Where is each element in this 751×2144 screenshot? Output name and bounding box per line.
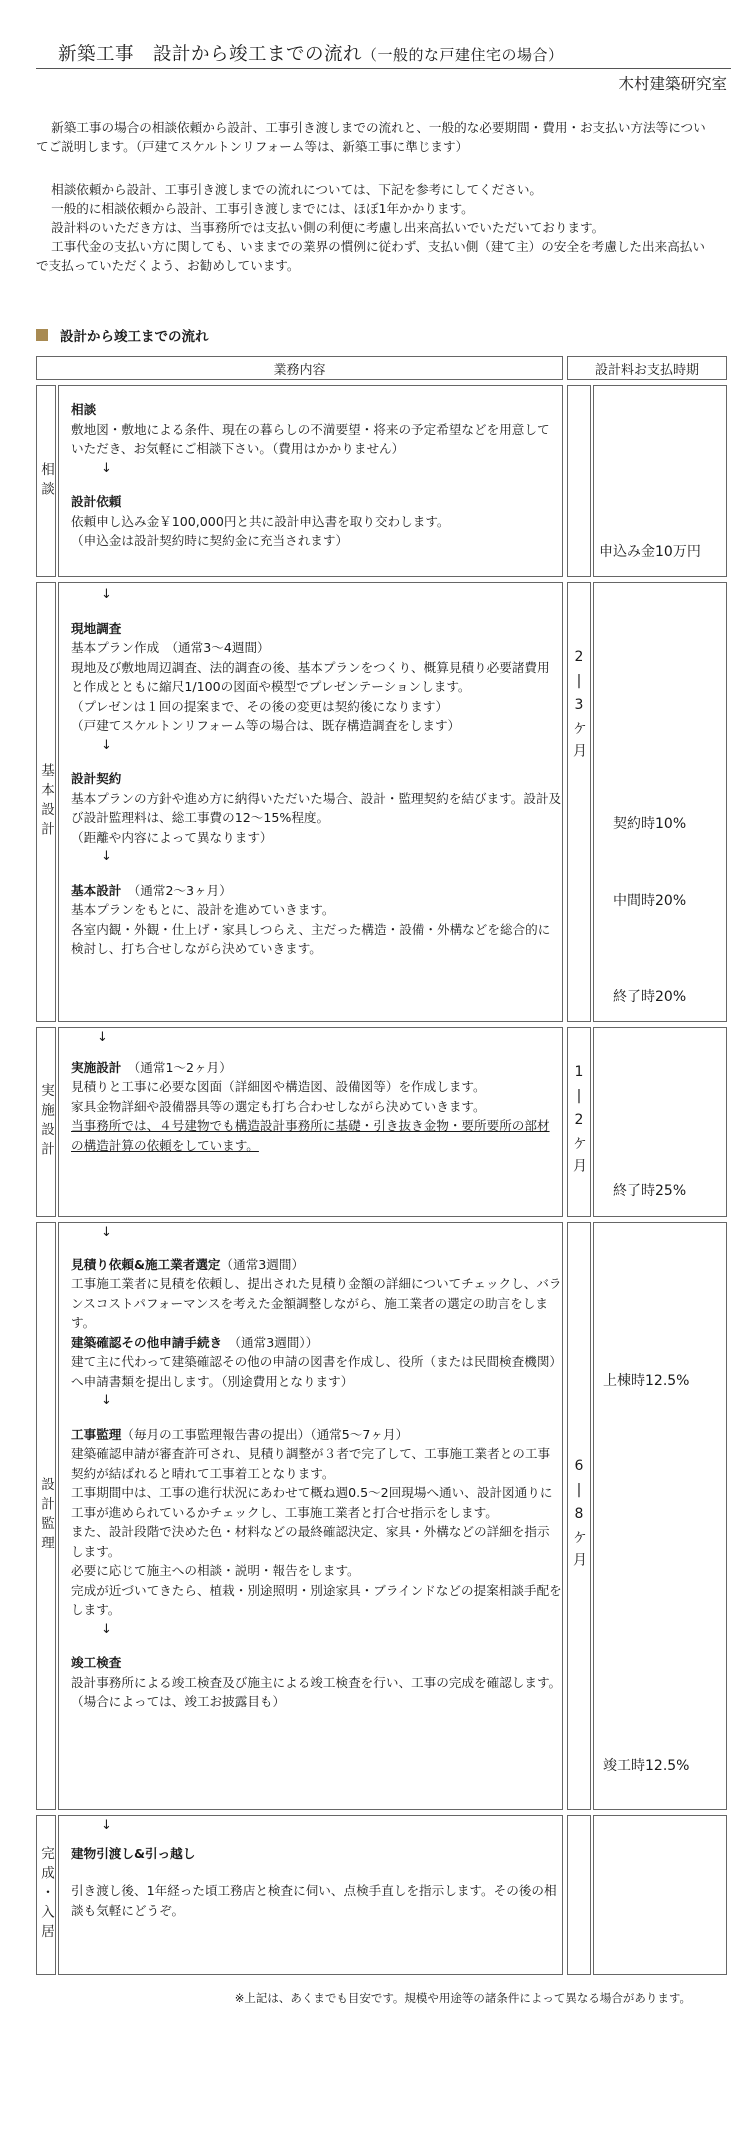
- payment-cell-basic: [593, 582, 727, 1022]
- step-text: 建築確認申請が審査許可され、見積り調整が３者で完了して、工事施工業者との工事契約が結ばれると晴れて工事着工となります。 工事期間中は、工事の進行状況にあわせて概ね週0.5〜2回現場へ通い、設計図通りに工事が進められているかチェックし、工事施工業者と打合せ指示をします。 また、設計段階で決めた色・材料などの最終確認決定、家具・外構などの詳細を指示します。 必要に応じて施主への相談・説明・報告をします。 完成が近づいてきたら、植栽・別途照明・別途家具・ブラインドなどの提案相談手配をします。: [71, 1446, 562, 1617]
- step-heading: 設計契約: [71, 771, 122, 786]
- intro-block-2: [36, 180, 716, 275]
- bullet-square-icon: [36, 329, 48, 341]
- phase-label-text: 基本設計: [38, 763, 54, 841]
- step-heading: 現地調査: [71, 620, 122, 636]
- step-text-underlined: 当事務所では、４号建物でも構造設計事務所に基礎・引き抜き金物・要所要所の部材の構造計算の依頼をしています。: [71, 1118, 550, 1153]
- organization-name: 木村建築研究室: [618, 75, 727, 93]
- step-text: 敷地図・敷地による条件、現在の暮らしの不満要望・将来の予定希望などを用意していただき、お気軽にご相談下さい。（費用はかかりません）: [71, 421, 550, 456]
- step-text: 基本プラン作成 （通常3〜4週間）: [71, 640, 270, 655]
- header-payment: [567, 356, 727, 380]
- section-heading: [36, 325, 209, 345]
- step-text: 基本プランの方針や進め方に納得いただいた場合、設計・監理契約を結びます。設計及び設計監理料は、総工事費の12〜15%程度。 （距離や内容によって異なります）: [71, 790, 562, 845]
- step-duration: （毎月の工事監理報告書の提出）（通常5〜7ヶ月）: [121, 1426, 409, 1442]
- payment-item: 申込み金10万円: [599, 544, 701, 560]
- phase-content-consult: [58, 385, 563, 577]
- phase-label-text: 完成・入居: [38, 1846, 54, 1944]
- step-text: 基本プランをもとに、設計を進めていきます。 各室内観・外観・仕上げ・家具しつらえ、主だった構造・設備・外構などを総合的に検討し、打ち合せしながら決めていきます。: [71, 902, 551, 956]
- payment-item: 竣工時12.5%: [603, 1758, 690, 1774]
- payment-item: 中間時20%: [613, 893, 687, 909]
- duration-text: 1|2ケ月: [571, 1064, 587, 1180]
- phase-content-handover: [58, 1815, 563, 1975]
- intro-block-1: [36, 118, 716, 156]
- down-arrow-icon: ↓: [101, 460, 112, 476]
- step-text: 建て主に代わって建築確認その他の申請の図書を作成し、役所（または民間検査機関）へ申請書類を提出します。（別途費用となります）: [71, 1354, 556, 1389]
- step-text: 見積りと工事に必要な図面（詳細図や構造図、設備図等）を作成します。 家具金物詳細や設備器具等の選定も打ち合わせしながら決めていきます。: [71, 1079, 486, 1114]
- step-heading: 建築確認その他申請手続き: [71, 1334, 223, 1350]
- down-arrow-icon: ↓: [101, 1225, 112, 1240]
- step-text: 工事施工業者に見積を依頼し、提出された見積り金額の詳細についてチェックし、バランスコストパフォーマンスを考えた金額調整しながら、施工業者の選定の助言をします。: [71, 1276, 562, 1330]
- intro-paragraph: 工事代金の支払い方に関しても、いままでの業界の慣例に従わず、支払い側（建て主）の安全を考慮した出来高払いで支払っていただくよう、お勧めしています。: [36, 239, 705, 273]
- duration-cell-basic: [567, 582, 591, 1022]
- intro-paragraph: 相談依頼から設計、工事引き渡しまでの流れについては、下記を参考にしてください。: [51, 182, 543, 197]
- duration-cell-consult: [567, 385, 591, 577]
- step-heading: 竣工検査: [71, 1655, 122, 1670]
- phase-label-supervise: [36, 1222, 56, 1810]
- intro-paragraph: 新築工事の場合の相談依頼から設計、工事引き渡しまでの流れと、一般的な必要期間・費用・お支払い方法等についてご説明します。（戸建てスケルトンリフォーム等は、新築工事に準じます）: [36, 120, 706, 154]
- phase-label-consult: [36, 385, 56, 577]
- down-arrow-icon: ↓: [101, 849, 112, 864]
- phase-content-supervise: [58, 1222, 563, 1810]
- phase-label-handover: [36, 1815, 56, 1975]
- phase-label-text: 相談: [38, 461, 54, 501]
- step-duration: （通常2〜3ヶ月）: [133, 882, 232, 898]
- payment-item: 終了時20%: [613, 989, 687, 1005]
- down-arrow-icon: ↓: [101, 1621, 112, 1637]
- phase-label-text: 実施設計: [38, 1083, 54, 1161]
- down-arrow-icon: ↓: [101, 737, 112, 753]
- footnote: ※上記は、あくまでも目安です。規模や用途等の諸条件によって異なる場合があります。: [234, 1991, 691, 2005]
- title-rule: [36, 68, 731, 69]
- duration-cell-supervise: [567, 1222, 591, 1810]
- duration-cell-detail: [567, 1027, 591, 1217]
- phase-content-basic: [58, 582, 563, 1022]
- header-work: [36, 356, 563, 380]
- step-text: 依頼申し込み金￥100,000円と共に設計申込書を取り交わします。 （申込金は設計契約時に契約金に充当されます）: [71, 513, 450, 548]
- down-arrow-icon: ↓: [101, 1393, 112, 1408]
- page-title-sub: （一般的な戸建住宅の場合）: [362, 46, 564, 64]
- step-heading: 設計依頼: [71, 494, 122, 509]
- payment-item: 上棟時12.5%: [603, 1373, 690, 1389]
- intro-paragraph: 一般的に相談依頼から設計、工事引き渡しまでには、ほぼ1年かかります。: [51, 201, 474, 216]
- intro-paragraph: 設計料のいただき方は、当事務所では支払い側の利便に考慮し出来高払いでいただいております。: [51, 220, 605, 235]
- step-heading: 相談: [71, 402, 97, 417]
- step-heading: 実施設計: [71, 1059, 122, 1075]
- duration-cell-handover: [567, 1815, 591, 1975]
- duration-text: 2|3ケ月: [571, 649, 587, 765]
- payment-cell-supervise: [593, 1222, 727, 1810]
- phase-label-detail: [36, 1027, 56, 1217]
- step-duration: （通常1〜2ヶ月）: [133, 1059, 232, 1075]
- phase-content-detail: [58, 1027, 563, 1217]
- step-heading: 見積り依頼&施工業者選定: [71, 1256, 221, 1272]
- page-title-main: 新築工事 設計から竣工までの流れ: [58, 44, 363, 65]
- payment-item: 終了時25%: [613, 1183, 687, 1199]
- phase-label-basic: [36, 582, 56, 1022]
- step-text: 現地及び敷地周辺調査、法的調査の後、基本プランをつくり、概算見積り必要諸費用と作成とともに縮尺1/100の図面や模型でプレゼンテーションします。 （プレゼンは１回の提案まで、その後の変更は契約後になります） （戸建てスケルトンリフォーム等の場合は、既存構造調査をします）: [71, 659, 550, 733]
- payment-item: 契約時10%: [613, 816, 687, 832]
- step-heading: 工事監理: [71, 1426, 122, 1442]
- down-arrow-icon: ↓: [97, 1030, 108, 1045]
- step-duration: （通常3週間）: [220, 1256, 305, 1272]
- step-duration: （通常3週間））: [234, 1334, 319, 1350]
- header-work-label: 業務内容: [273, 362, 326, 378]
- phase-label-text: 設計監理: [38, 1477, 54, 1555]
- page-title: [58, 40, 564, 66]
- payment-cell-handover: [593, 1815, 727, 1975]
- step-text: 設計事務所による竣工検査及び施主による竣工検査を行い、工事の完成を確認します。 （場合によっては、竣工お披露目も）: [71, 1674, 562, 1709]
- step-text: 引き渡し後、1年経った頃工務店と検査に伺い、点検手直しを指示します。その後の相談も気軽にどうぞ。: [71, 1883, 557, 1918]
- step-heading: 建物引渡し&引っ越し: [71, 1845, 196, 1861]
- duration-text: 6|8ケ月: [571, 1458, 587, 1574]
- down-arrow-icon: ↓: [101, 1818, 112, 1833]
- down-arrow-icon: ↓: [101, 587, 112, 602]
- step-heading: 基本設計: [71, 882, 122, 898]
- header-payment-label: 設計料お支払時期: [594, 362, 699, 378]
- section-heading-text: 設計から竣工までの流れ: [60, 329, 209, 345]
